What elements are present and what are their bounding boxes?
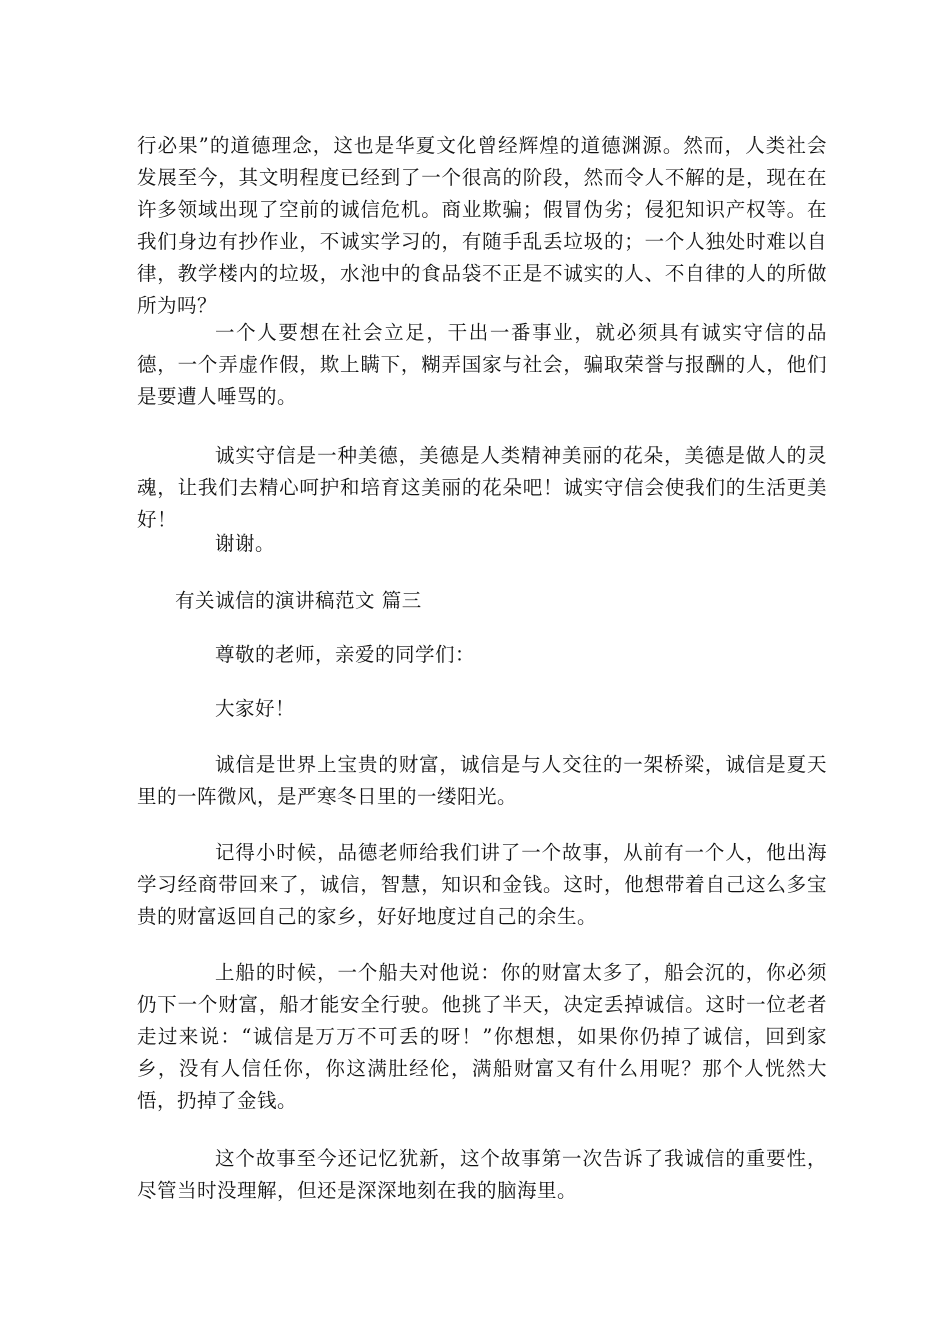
- paragraph-integrity-wealth: 诚信是世界上宝贵的财富，诚信是与人交往的一架桥梁，诚信是夏天里的一阵微风，是严寒冬日里的一缕阳光。: [137, 753, 827, 808]
- paragraph-boatman-story: 上船的时候，一个船夫对他说：你的财富太多了，船会沉的，你必须仍下一个财富，船才能安全行驶。他挑了半天，决定丢掉诚信。这时一位老者走过来说：“诚信是万万不可丢的呀！”你想想，如果你仍掉了诚信，回到家乡，没有人信任你，你这满肚经伦，满船财富又有什么用呢？那个人恍然大悟，扔掉了金钱。: [137, 961, 827, 1112]
- paragraph-greeting: 大家好！: [215, 697, 296, 720]
- paragraph-stand-in-society: 一个人要想在社会立足，干出一番事业，就必须具有诚实守信的品德，一个弄虚作假，欺上瞒下，糊弄国家与社会，骗取荣誉与报酬的人，他们是要遭人唾骂的。: [137, 321, 827, 408]
- paragraph-story-memory: 这个故事至今还记忆犹新，这个故事第一次告诉了我诚信的重要性，尽管当时没理解，但还是深深地刻在我的脑海里。: [137, 1147, 827, 1202]
- paragraph-salutation: 尊敬的老师，亲爱的同学们：: [215, 643, 476, 666]
- section-heading: 有关诚信的演讲稿范文 篇三: [175, 589, 422, 612]
- paragraph-integrity-crisis: 行必果”的道德理念，这也是华夏文化曾经辉煌的道德渊源。然而，人类社会发展至今，其文明程度已经到了一个很高的阶段，然而令人不解的是，现在在许多领域出现了空前的诚信危机。商业欺骗；假冒伪劣；侵犯知识产权等。在我们身边有抄作业，不诚实学习的，有随手乱丢垃圾的；一个人独处时难以自律，教学楼内的垃圾，水池中的食品袋不正是不诚实的人、不自律的人的所做所为吗？: [137, 134, 827, 317]
- paragraph-virtue: 诚实守信是一种美德，美德是人类精神美丽的花朵，美德是做人的灵魂，让我们去精心呵护和培育这美丽的花朵吧！诚实守信会使我们的生活更美好！: [137, 444, 827, 531]
- paragraph-thanks: 谢谢。: [215, 532, 276, 555]
- paragraph-childhood-story: 记得小时候，品德老师给我们讲了一个故事，从前有一个人，他出海学习经商带回来了，诚信，智慧，知识和金钱。这时，他想带着自己这么多宝贵的财富返回自己的家乡，好好地度过自己的余生。: [137, 841, 827, 928]
